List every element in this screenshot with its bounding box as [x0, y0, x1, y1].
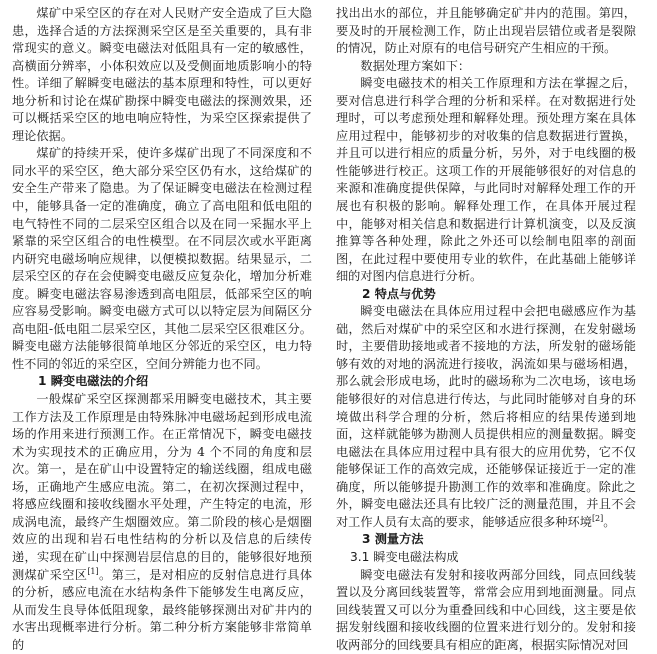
section-heading-3: 3 测量方法	[336, 531, 636, 549]
paragraph-text: 瞬变电磁法在具体应用过程中会把电磁感应作为基础，然后对煤矿中的采空区和水进行探测，在发射磁场时，主要借助接地或者不接地的方法，所发射的磁场能够有效的对地的涡流进行接收，涡流如果与磁场相遇，那么就会形成电场，此时的磁场称为二次电场，该电场能够很好的对信息进行传达，与此同时能够对自身的环境做出科学合理的分析，然后将相应的结果传递到地面，这样就能够为勘测人员提供相应的测量数据。瞬变电磁法在具体应用过程中具有很大的应用优势，它不仅能够保证工作的高效完成，还能够保证接近于一定的准确度，所以能够提升勘测工作的效率和准确度。除此之外，瞬变电磁法还具有比较广泛的测量范围，并且不会对工作人员有太高的要求，能够适应很多种环境	[336, 304, 636, 529]
section-heading-1: 1 瞬变电磁法的介绍	[12, 373, 312, 391]
paragraph-intro: 煤矿中采空区的存在对人民财产安全造成了巨大隐患，选择合适的方法探测采空区是至关重要的，具有非常现实的意义。瞬变电磁法对低阻具有一定的敏感性，高横面分辨率，小体积效应以及受侧面地质影响小的特性。详细了解瞬变电磁法的基本原理和特性，可以更好地分析和讨论在煤矿勘探中瞬变电磁法的探测效果，还可以概括采空区的地电响应特性，为采空区探索提供了理论依据。	[12, 5, 312, 145]
paragraph-text-continued: 。第三，是对相应的反射信息进行具体的分析，感应电流在水结构条件下能够发生电离反应，从而发生良导体低阻现象，最终能够探测出对矿井内的水害出现概率进行分析。第二种分析方案能够非常简单的	[12, 568, 312, 652]
left-column	[12, 5, 312, 654]
subsection-heading-3-1: 3.1 瞬变电磁法构成	[336, 549, 636, 567]
paragraph-tem-structure: 瞬变电磁法有发射和接收两部分回线，同点回线装置以及分离回线装置等，常常会应用到地面测量。同点回线装置又可以分为重叠回线和中心回线，这主要是依据发射线圈和接收线圈的位置来进行划分的。发射和接收两部分的回线要具有相应的距离，根据实际情况对回	[336, 567, 636, 654]
citation-2: [2]	[592, 514, 603, 523]
paragraph-text: 一般煤矿采空区探测都采用瞬变电磁技术，其主要工作方法及工作原理是由特殊脉冲电磁场起到形成电流场的作用来进行预测工作。在正常情况下，瞬变电磁技术为实现技术的正确应用，分为 4 个不同的角度和层次。第一，是在矿山中设置特定的输送线圈，组成电磁场，正确地产生感应电流。第二，在初次探测过程中，将感应线圈和接收线圈水平处理，产生特定的电流，形成涡电流，最终产生烟圈效应。第二阶段的核心是烟圈效应的出现和岩石电性结构的分析以及信息的后续传递，实现在矿山中探测岩层信息的目的，能够很好地预测煤矿采空区	[12, 392, 312, 581]
paragraph-data-processing: 瞬变电磁技术的相关工作原理和方法在掌握之后，要对信息进行科学合理的分析和采样。在对数据进行处理时，可以考虑预处理和解释处理。预处理方案在具体应用过程中，能够初步的对收集的信息数据进行置换，并且可以进行相应的质量分析，另外，对于电线圈的极性能够进行校正。这项工作的开展能够很好的对信息的来源和准确度提供保障，与此同时对解释处理工作的开展也有积极的影响。解释处理工作，在具体开展过程中，能够对相关信息和数据进行计算机演变，以及反演推算等各种处理，除此之外还可以绘制电阻率的剖面图，在此过程中要使用专业的软件，在此基础上能够详细的对图内信息进行分析。	[336, 75, 636, 286]
paragraph-goaf-modeling: 煤矿的持续开采，使许多煤矿出现了不同深度和不同水平的采空区，绝大部分采空区仍有水，这给煤矿的安全生产带来了隐患。为了保证瞬变电磁法在检测过程中，能够具备一定的准确度，确立了高电阻和低电阻的电气特性不同的二层采空区组合以及在同一采掘水平上紧靠的采空区组合的电性模型。在不同层次或水平距离内研究电磁场响应规律，以便模拟数据。结果显示，二层采空区的存在会使瞬变电磁反应复杂化，增加分析难度。瞬变电磁法容易渗透到高电阻层，低部采空区的响应容易受影响。瞬变电磁方式可以以特定层为间隔区分高电阻-低电阻二层采空区，其他二层采空区很难区分。瞬变电磁方法能够很简单地区分邻近的采空区，电力特性不同的邻近的采空区，空间分辨能力也不同。	[12, 145, 312, 373]
paragraph-end: 。	[603, 515, 615, 529]
paragraph-data-processing-lead: 数据处理方案如下：	[336, 58, 636, 76]
paragraph-tem-principle	[12, 391, 312, 654]
citation-1: [1]	[87, 566, 98, 575]
paragraph-continued: 找出出水的部位，并且能够确定矿井内的范围。第四，要及时的开展检测工作，防止出现岩层错位或者是裂隙的情况，防止对原有的电信号研究产生相应的干预。	[336, 5, 636, 58]
section-heading-2: 2 特点与优势	[336, 286, 636, 304]
paragraph-advantages	[336, 303, 636, 531]
right-column	[336, 5, 636, 654]
